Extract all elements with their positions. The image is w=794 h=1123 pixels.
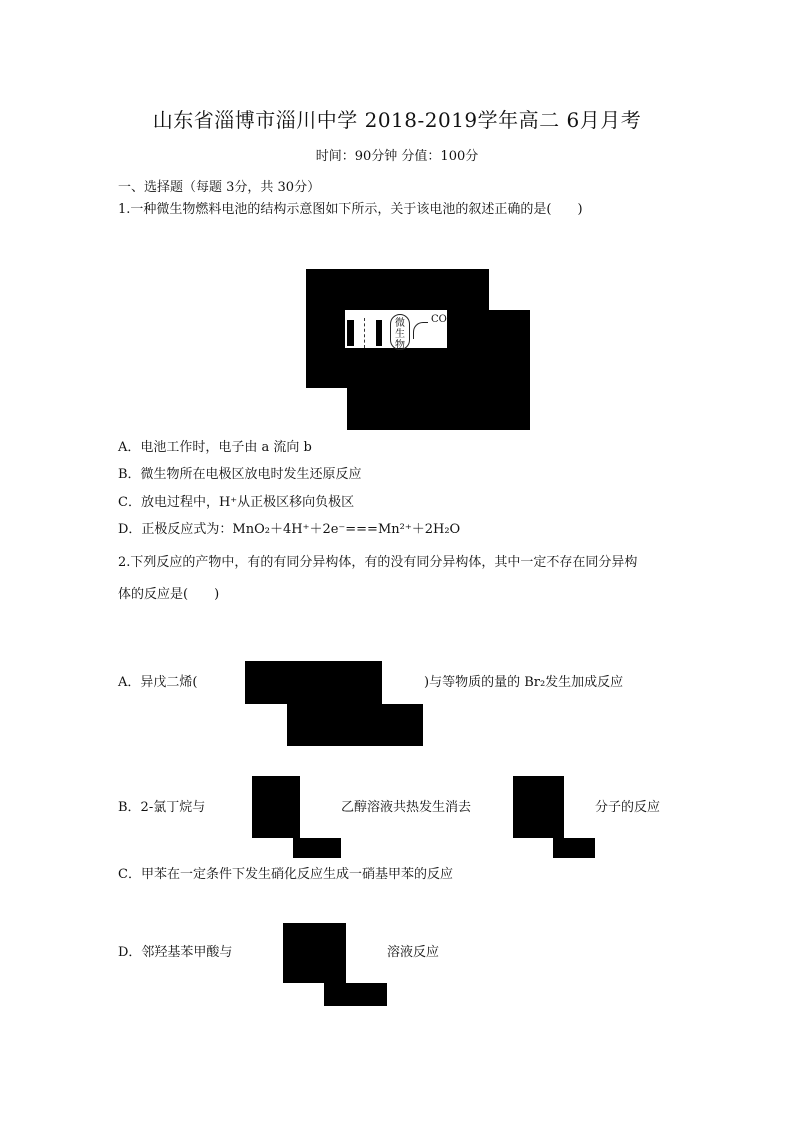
q2-option-c: C．甲苯在一定条件下发生硝化反应生成一硝基甲苯的反应 [118,867,453,882]
q2-option-b-middle: 乙醇溶液共热发生消去 [341,800,472,815]
redaction-block [382,704,423,746]
q2-option-a-prefix: A．异戊二烯( [118,675,198,690]
redaction-block [489,310,530,430]
redaction-block [293,838,341,858]
page-title: 山东省淄博市淄川中学 2018-2019学年高二 6月月考 [152,108,642,132]
q2-option-b-prefix: B．2-氯丁烷与 [118,800,206,815]
section-heading: 一、选择题（每题 3分，共 30分） [118,180,321,195]
exam-info: 时间：90分钟 分值：100分 [315,149,479,164]
product-formula-redacted [513,776,564,838]
gas-label: CO [431,314,447,325]
question-2-stem-line1: 2.下列反应的产物中，有的有同分异构体，有的没有同分异构体，其中一定不存在同分异构 [118,555,638,570]
q2-option-d-prefix: D．邻羟基苯甲酸与 [118,945,233,960]
question-1-stem: 1.一种微生物燃料电池的结构示意图如下所示，关于该电池的叙述正确的是( ) [118,202,583,217]
redaction-block [447,310,489,347]
membrane-line [364,318,365,348]
redaction-block [287,704,382,746]
electrode-b [376,320,382,346]
q2-option-d-suffix: 溶液反应 [387,945,440,960]
reagent-formula-redacted [252,776,300,838]
redaction-block [306,347,489,388]
redaction-block [553,838,595,858]
isoprene-structure-redacted [245,661,382,704]
redaction-block [347,388,489,430]
q2-option-a-suffix: )与等物质的量的 Br₂发生加成反应 [424,675,624,690]
q2-option-b-suffix: 分子的反应 [595,800,661,815]
redaction-block [324,983,387,1006]
q1-option-d: D．正极反应式为：MnO₂＋4H⁺＋2e⁻===Mn²⁺＋2H₂O [118,522,461,537]
electrode-a [347,320,354,346]
q1-option-a: A．电池工作时，电子由 a 流向 b [118,440,312,455]
reagent-formula-redacted [283,923,346,983]
question-2-stem-line2: 体的反应是( ) [118,587,220,602]
redaction-block [306,269,489,310]
gas-arrow [413,322,428,339]
microbe-label: 微生物 [390,314,410,350]
q1-option-c: C．放电过程中，H⁺从正极区移向负极区 [118,495,355,510]
figure-visible-window [345,310,447,351]
q1-option-b: B．微生物所在电极区放电时发生还原反应 [118,467,362,482]
redaction-block [306,310,345,347]
